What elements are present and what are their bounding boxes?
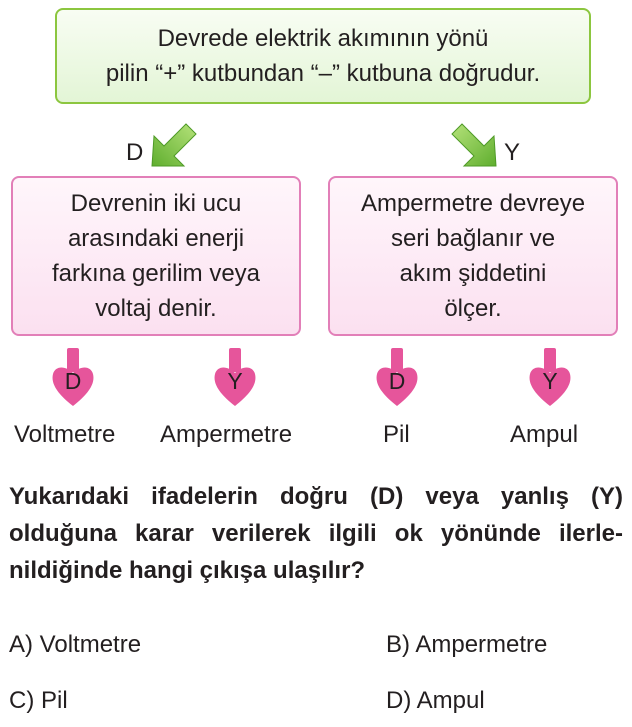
exit-ampul: Ampul bbox=[510, 421, 579, 448]
question-line: olduğuna karar verilerek ilgili ok yönünde ilerle- bbox=[9, 520, 623, 547]
heart-label: D bbox=[64, 368, 82, 394]
right-statement-box bbox=[328, 176, 618, 336]
heart-label: D bbox=[388, 368, 406, 394]
right-statement-line: akım şiddetini bbox=[399, 260, 547, 287]
left-statement-line: farkına gerilim veya bbox=[51, 260, 261, 287]
option-letter: A) bbox=[9, 631, 33, 658]
question-line: nildiğinde hangi çıkışa ulaşılır? bbox=[9, 557, 366, 584]
top-statement-line: Devrede elektrik akımının yönü bbox=[157, 25, 489, 52]
green-arrow-down-left-icon bbox=[146, 116, 204, 174]
option-letter: D) bbox=[386, 687, 412, 714]
left-statement-line: voltaj denir. bbox=[95, 295, 217, 322]
question-text bbox=[9, 478, 623, 589]
top-statement-line: pilin “+” kutbundan “–” kutbuna doğrudur. bbox=[105, 60, 541, 87]
option-d[interactable] bbox=[386, 686, 485, 716]
left-statement-box bbox=[11, 176, 301, 336]
question-line: Yukarıdaki ifadelerin doğru (D) veya yanlış (Y) bbox=[9, 483, 623, 510]
branch-label-d: D bbox=[126, 139, 144, 166]
option-c[interactable] bbox=[9, 686, 68, 716]
heart-arrow-4 bbox=[526, 346, 574, 410]
heart-arrow-3 bbox=[373, 346, 421, 410]
branch-label-y: Y bbox=[504, 139, 521, 166]
left-statement-line: arasındaki enerji bbox=[67, 225, 245, 252]
option-text: Pil bbox=[41, 687, 68, 714]
option-text: Ampermetre bbox=[415, 631, 548, 658]
right-statement-line: ölçer. bbox=[444, 295, 502, 322]
right-statement-line: seri bağlanır ve bbox=[390, 225, 556, 252]
left-statement-line: Devrenin iki ucu bbox=[70, 190, 242, 217]
option-letter: C) bbox=[9, 687, 35, 714]
option-a[interactable] bbox=[9, 630, 141, 660]
exit-pil: Pil bbox=[383, 421, 410, 448]
top-statement-box bbox=[55, 8, 591, 104]
option-letter: B) bbox=[386, 631, 410, 658]
option-text: Voltmetre bbox=[39, 631, 142, 658]
heart-arrow-1 bbox=[49, 346, 97, 410]
heart-arrow-2 bbox=[211, 346, 259, 410]
option-text: Ampul bbox=[416, 687, 485, 714]
exit-voltmetre: Voltmetre bbox=[14, 421, 116, 448]
heart-label: Y bbox=[227, 368, 243, 394]
right-statement-line: Ampermetre devreye bbox=[360, 190, 586, 217]
option-b[interactable] bbox=[386, 630, 547, 660]
heart-label: Y bbox=[542, 368, 558, 394]
green-arrow-down-right-icon bbox=[444, 116, 502, 174]
exit-ampermetre: Ampermetre bbox=[160, 421, 293, 448]
